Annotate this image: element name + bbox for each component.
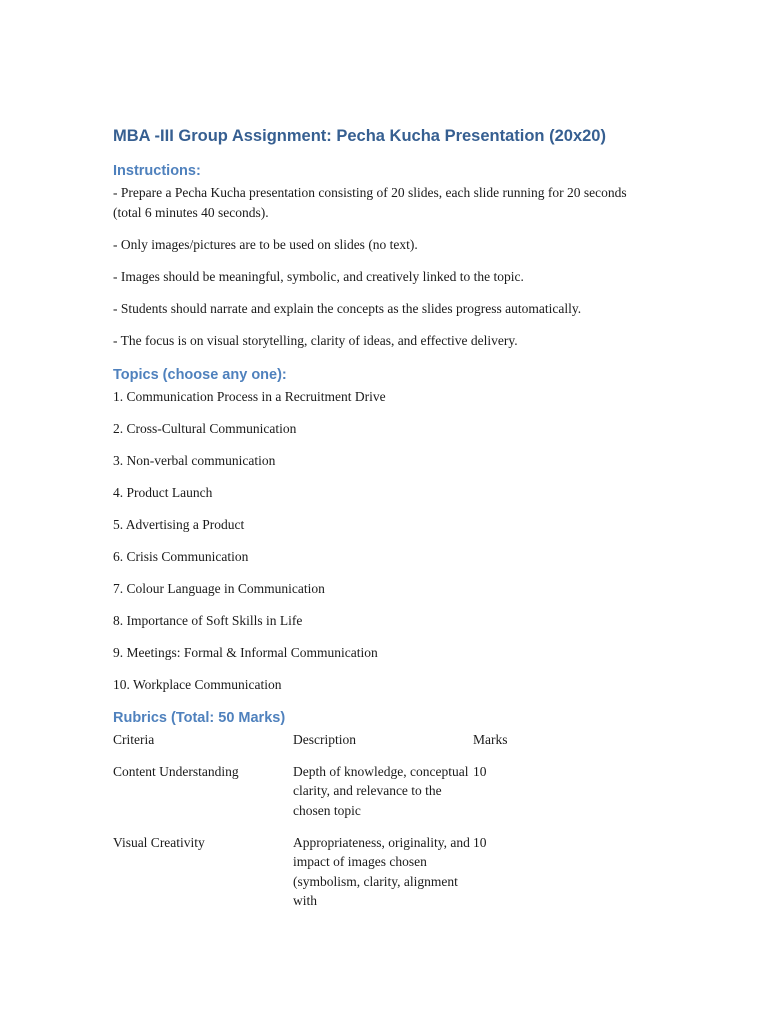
instruction-item: - The focus is on visual storytelling, clarity of ideas, and effective delivery. [113, 332, 518, 348]
topic-item: 1. Communication Process in a Recruitment Drive [113, 389, 386, 404]
instruction-item: - Only images/pictures are to be used on slides (no text). [113, 236, 418, 252]
topic-item: 10. Workplace Communication [113, 677, 282, 692]
instructions-list [113, 183, 643, 350]
document-body [113, 124, 643, 923]
description-cell: Depth of knowledge, conceptual clarity, and relevance to the chosen topic [293, 763, 469, 818]
column-header-description: Description [293, 731, 356, 747]
rubrics-table [113, 730, 553, 924]
marks-cell: 10 [473, 834, 487, 850]
table-row [113, 833, 553, 924]
column-header-criteria: Criteria [113, 731, 155, 747]
topic-item: 7. Colour Language in Communication [113, 581, 325, 596]
instructions-heading: Instructions: [113, 163, 201, 179]
document-title: MBA -III Group Assignment: Pecha Kucha Presentation (20x20) [113, 127, 606, 145]
table-row [113, 762, 553, 833]
topic-item: 4. Product Launch [113, 485, 213, 500]
column-header-marks: Marks [473, 731, 508, 747]
topic-item: 5. Advertising a Product [113, 517, 245, 532]
criteria-cell: Content Understanding [113, 763, 239, 779]
rubrics-heading: Rubrics (Total: 50 Marks) [113, 709, 286, 726]
topic-item: 2. Cross-Cultural Communication [113, 421, 297, 436]
marks-cell: 10 [473, 763, 487, 779]
topic-item: 8. Importance of Soft Skills in Life [113, 613, 303, 628]
topics-list [113, 387, 643, 695]
table-header-row [113, 730, 553, 762]
topic-item: 3. Non-verbal communication [113, 453, 276, 468]
instruction-item: - Students should narrate and explain the concepts as the slides progress automatically. [113, 300, 582, 316]
instruction-item: - Images should be meaningful, symbolic, and creatively linked to the topic. [113, 268, 524, 284]
instruction-item: - Prepare a Pecha Kucha presentation consisting of 20 slides, each slide running for 20 seconds (total 6 minutes 40 seconds). [113, 185, 627, 220]
description-cell: Appropriateness, originality, and impact of images chosen (symbolism, clarity, alignment with [293, 834, 470, 908]
criteria-cell: Visual Creativity [113, 834, 205, 850]
topics-heading: Topics (choose any one): [113, 367, 287, 383]
topic-item: 9. Meetings: Formal & Informal Communication [113, 645, 378, 660]
topic-item: 6. Crisis Communication [113, 549, 249, 564]
